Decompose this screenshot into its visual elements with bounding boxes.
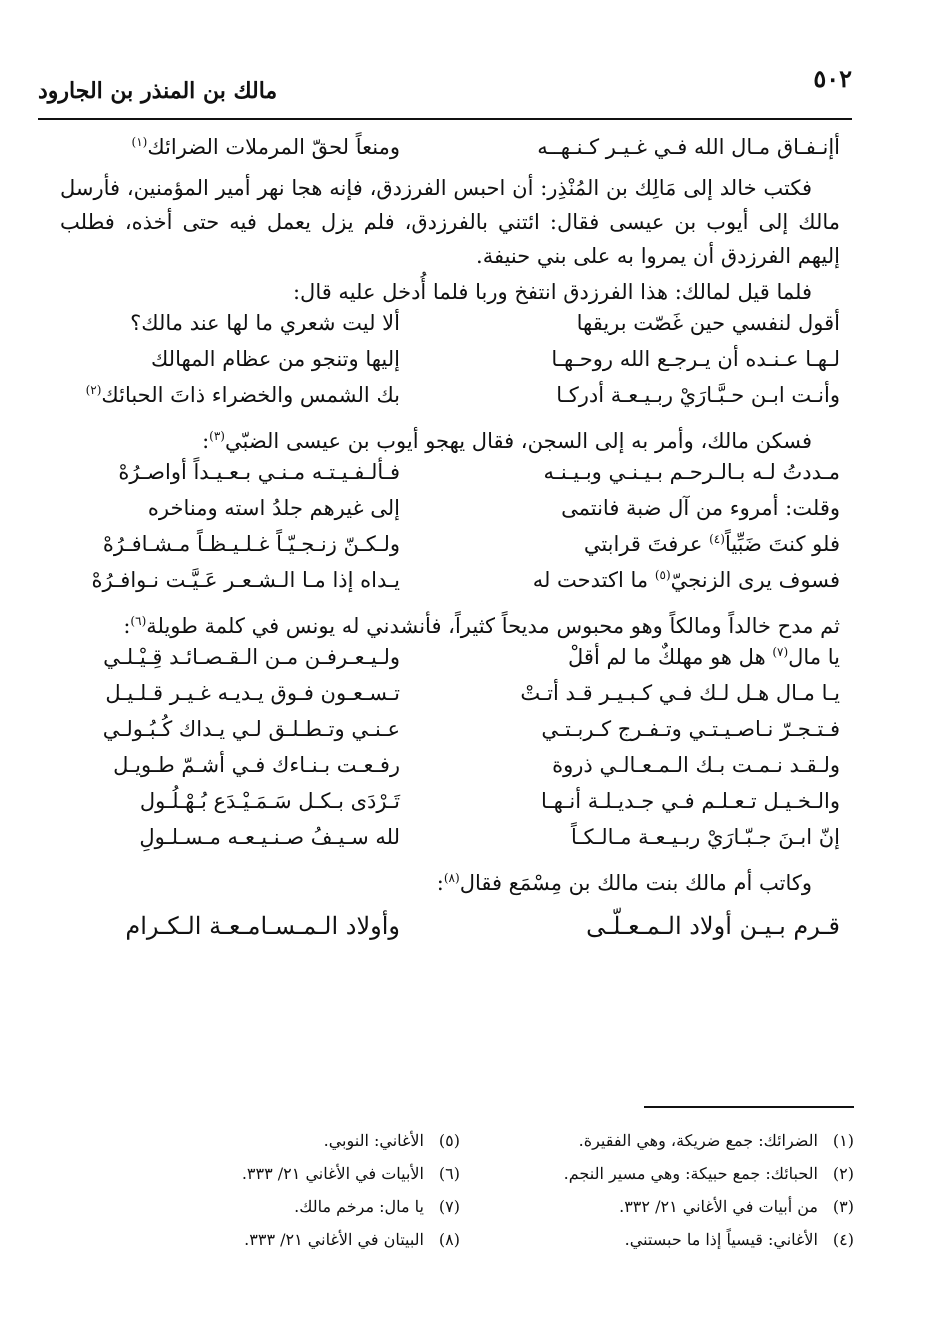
verse-hemistich-second: وأولاد الـمـسـامـعـة الـكـرام [125,912,400,940]
verse-text: فسوف يرى الزنجيّ [670,568,840,592]
footnote-item [160,1223,460,1256]
verse-hemistich-second [60,135,400,159]
verse-hemistich-first: يـا مـال هـل لـك فـي كـبـيـر قـد أتـتْ [520,681,840,705]
footnote-item [554,1124,854,1157]
verse-hemistich-first: وأنـت ابـن حـبَّـارَيْ ربـيـعـة أدركـا [556,383,840,407]
footnote-text: البيتان في الأغاني ٢١/ ٣٣٣. [244,1230,424,1249]
verse-line [60,681,840,717]
footnote-text: الأغاني: قيسياً إذا ما حبستني. [624,1230,818,1249]
footnote-number: (٤) [832,1230,854,1249]
verse-line [60,568,840,604]
page-header [38,64,852,112]
footnote-ref: (٧) [772,645,789,659]
footnote-number: (٢) [832,1164,854,1183]
verse-line [60,135,840,171]
prose-paragraph [60,861,840,900]
verse-hemistich-second: تَـرْدَى بـكـل سَـمَـيْـدَع بُـهْـلُـول [139,789,400,813]
footnote-divider [644,1106,854,1108]
verse-hemistich-second: فـألـفـيـتـه مـنـي بـعـيـداً أواصـرُهْ [118,460,400,484]
verse-hemistich-first: ولـقـد نـمـت بـك الـمـعـالـي ذروة [552,753,840,777]
page-number: ٥٠٢ [813,64,852,93]
prose-text: فسكن مالك، وأمر به إلى السجن، فقال يهجو أيوب بن عيسى الضبّي [224,429,812,453]
verse-hemistich-second [60,383,400,407]
verse-hemistich-first [510,645,840,669]
verse-line [60,460,840,496]
verse-hemistich-second: عـنـي وتـطـلـق لـي يـداك كُـبُـولـي [102,717,400,741]
verse-text: بك الشمس والخضراء ذاتَ الحبائك [101,383,400,407]
verse-text: عرفتَ قرابتي [583,532,710,556]
verse-hemistich-first [510,532,840,556]
footnote-number: (٦) [438,1164,460,1183]
prose-paragraph: فكتب خالد إلى مَالِك بن المُنْذِر: أن احبس الفرزدق، فإنه هجا نهر أمير المؤمنين، فأرسل مالك إلى أيوب بن عيسى فقال: ائتني بالفرزدق، فلم يزل يعمل فيه حتى أخذه، فطلب إليهم الفرزدق أن يمروا به على بني حنيفة. [60,176,840,268]
footnote-text: الضرائك: جمع ضريكة، وهي الفقيرة. [578,1131,818,1150]
verse-line [60,496,840,532]
verse-hemistich-first: فـتـجـرّ نـاصـيـتـي وتـفـرج كـربـتـي [541,717,840,741]
verse-hemistich-first: والـخـيـل تـعـلـم فـي جـديـلـة أنـهـا [541,789,840,813]
verse-line [60,902,840,954]
verse-text: ومنعاً لحقّ المرملات الضرائك [147,135,400,159]
footnote-item [160,1157,460,1190]
prose-paragraph: فلما قيل لمالك: هذا الفرزدق انتفخ وربا فلما أُدخل عليه قال: [292,280,812,304]
footnote-text: يا مال: مرخم مالك. [294,1197,424,1216]
footnote-number: (٣) [832,1197,854,1216]
verse-line [60,347,840,383]
header-divider [38,118,852,120]
verse-hemistich-second: تـسـعـون فـوق يـديـه غـيـر قـلـيـل [105,681,400,705]
verse-hemistich-second: ولـكـنّ زنـجـيّـاً غـلـيـظـاً مـشـافـرُهْ [102,532,400,556]
verse-hemistich-first: مـددتُ لـه بـالـرحـم بـيـنـي وبـيـنـه [543,460,840,484]
poem-block [60,460,840,604]
footnote-number: (٧) [438,1197,460,1216]
prose-text: ثم مدح خالداً ومالكاً وهو محبوس مديحاً كثيراً، فأنشدني له يونس في كلمة طويلة [146,614,840,638]
verse-text: يا مال [788,645,840,669]
verse-hemistich-second: يـداه إذا مـا الـشـعـر عَـيَّـت نـوافـرُهْ [91,568,400,592]
verse-hemistich-first: لـهـا عـنـده أن يـرجـع الله روحـهـا [551,347,840,371]
footnote-ref: (٤) [709,532,725,546]
footnote-ref: (٥) [654,568,671,582]
verse-line [60,717,840,753]
verse-line [60,383,840,419]
verse-text: هل هو مهلكٌ ما لم أقلْ [568,645,773,669]
footnote-number: (٨) [438,1230,460,1249]
footnote-number: (٥) [438,1131,460,1150]
footnotes-column-left [160,1124,460,1256]
verse-text: ما اكتدحت له [532,568,655,592]
verse-hemistich-second: رفـعـت بـنـاءك فـي أشـمّ طـويـل [113,753,400,777]
verse-hemistich-second: لله سـيـفُ صـنـيـعـه مـسـلـولِ [139,825,400,849]
main-text [60,135,840,954]
footnote-ref: (٣) [209,429,225,443]
footnote-text: من أبيات في الأغاني ٢١/ ٣٣٢. [619,1197,818,1216]
verse-hemistich-first [510,568,840,592]
verse-hemistich-first: أإنـفـاق مـال الله فـي غـيـر كـنـهــه [537,135,840,159]
running-title: مالك بن المنذر بن الجارود [38,78,278,104]
footnote-text: الأغاني: النوبي. [323,1131,424,1150]
verse-line [60,645,840,681]
footnote-item [554,1157,854,1190]
poem-block [60,645,840,861]
footnote-ref: (٢) [85,383,102,397]
prose-punct: : [202,429,210,453]
verse-hemistich-second: إليها وتنجو من عظام المهالك [150,347,400,371]
verse-hemistich-first: أقول لنفسي حين غَصّت بريقها [576,311,840,335]
verse-hemistich-second: ولـيـعـرفـن مـن الـقـصـائـد قِـيْـلـي [103,645,400,669]
footnote-text: الأبيات في الأغاني ٢١/ ٣٣٣. [241,1164,424,1183]
footnote-ref: (١) [131,135,148,149]
verse-line [60,311,840,347]
prose-text: وكاتب أم مالك بنت مالك بن مِسْمَع فقال [459,871,812,895]
footnote-ref: (٨) [443,871,460,885]
footnotes-column-right [554,1124,854,1256]
footnote-item [160,1190,460,1223]
prose-paragraph [60,419,840,458]
verse-hemistich-first: وقلت: أمروء من آل ضبة فانتمى [561,496,840,520]
poem-block [60,311,840,419]
footnote-number: (١) [832,1131,854,1150]
verse-line [60,753,840,789]
verse-line [60,532,840,568]
verse-hemistich-second: إلى غيرهم جلدُ استه ومناخره [147,496,400,520]
prose-punct: : [436,871,444,895]
verse-hemistich-second: ألا ليت شعري ما لها عند مالك؟ [130,311,400,335]
verse-hemistich-first: قـرم بـيـن أولاد الـمـعـلّـى [586,912,840,940]
verse-line [60,789,840,825]
prose-paragraph [60,604,840,643]
footnote-ref: (٦) [130,614,147,628]
footnote-item [554,1223,854,1256]
verse-text: فلو كنتَ ضَبِّياً [724,532,840,556]
verse-hemistich-first: إنّ ابـنَ جـبّـارَيْ ربـيـعـة مـالـكـاً [570,825,840,849]
footnote-item [160,1124,460,1157]
footnote-text: الحبائك: جمع حبيكة: وهي مسير النجم. [563,1164,818,1183]
prose-punct: : [123,614,131,638]
verse-line [60,825,840,861]
footnote-item [554,1190,854,1223]
